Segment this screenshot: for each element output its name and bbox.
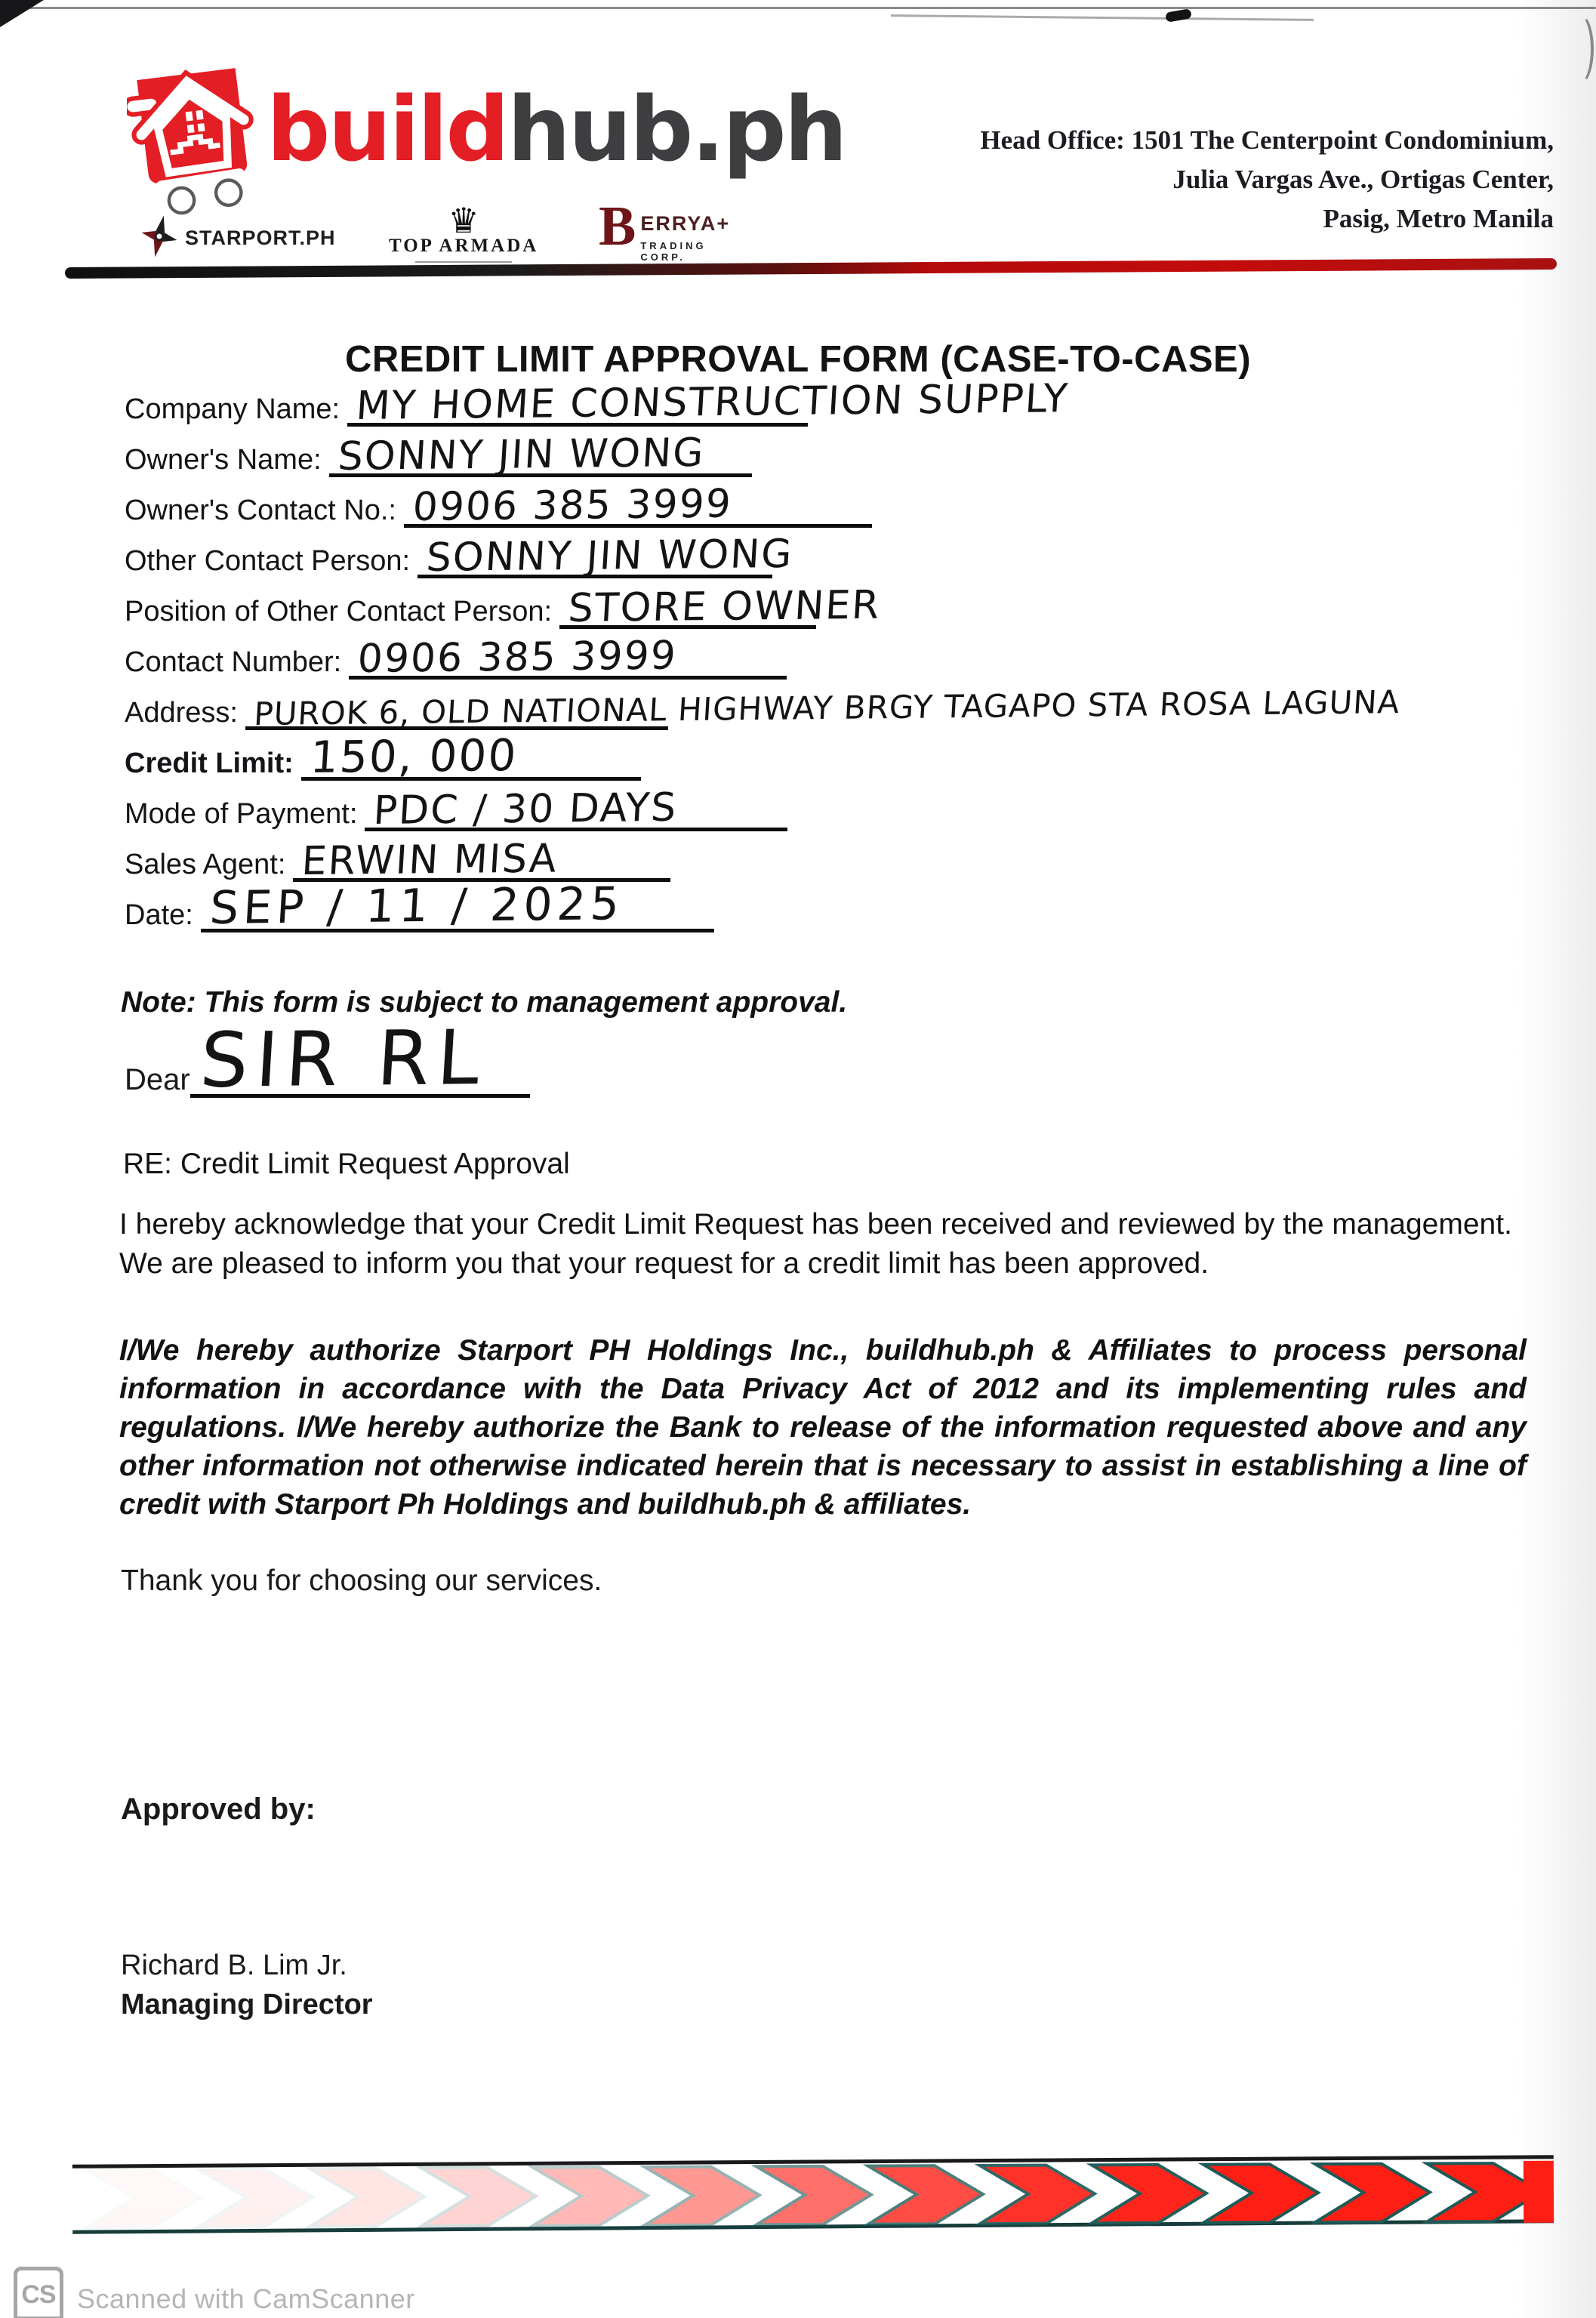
scan-artifact — [891, 14, 1314, 21]
scan-artifact — [0, 0, 44, 27]
handwritten-value: 0906 385 3999 — [356, 633, 679, 682]
signatory-name: Richard B. Lim Jr. — [121, 1950, 347, 1981]
field-label: Sales Agent: — [125, 849, 286, 880]
handwritten-value: SEP / 11 / 2025 — [208, 877, 625, 935]
head-office-line: Head Office: 1501 The Centerpoint Condominium, — [980, 125, 1554, 155]
starport-label: STARPORT.PH — [185, 227, 336, 249]
top-armada-label: TOP ARMADA — [389, 236, 539, 256]
handwritten-value: 150, 000 — [308, 729, 519, 783]
head-office-line: Pasig, Metro Manila — [1323, 204, 1554, 233]
field-contact-number — [125, 633, 787, 682]
berrya-sublabel: TRADING CORP. — [640, 240, 707, 263]
scan-artifact — [1566, 14, 1594, 85]
field-label: Other Contact Person: — [125, 545, 411, 577]
field-owner-contact — [125, 481, 872, 530]
approved-by-label: Approved by: — [121, 1792, 316, 1826]
partner-logos — [140, 190, 729, 263]
field-address — [125, 683, 1401, 732]
salutation-row — [125, 1013, 530, 1105]
logo-build-text: build — [267, 77, 507, 181]
salutation-label: Dear — [125, 1063, 190, 1096]
berrya-logo — [599, 196, 731, 263]
authorization-paragraph: I/We hereby authorize Starport PH Holdings Inc., buildhub.ph & Affiliates to process personal information in accordance with the Data Privacy Act of 2012 and its implementing rules and regulations. I/We hereby authorize the Bank to release of the information requested above and any other information not otherwise indicated herein that is necessary to assist in establishing a line of credit with Starport Ph Holdings and buildhub.ph & affiliates. — [119, 1334, 1527, 1521]
top-armada-logo — [389, 201, 539, 263]
chevron-banner — [71, 2153, 1557, 2239]
starport-logo — [140, 214, 336, 263]
cs-badge-text: CS — [21, 2279, 56, 2309]
scan-artifact — [0, 7, 1596, 9]
field-label: Contact Number: — [125, 646, 342, 678]
berrya-monogram-icon: B — [599, 196, 636, 257]
acknowledgement-paragraph: I hereby acknowledge that your Credit Limit Request has been received and reviewed by the management. We are pleased to inform you that your request for a credit limit has been approved. — [119, 1208, 1512, 1280]
cs-badge-icon — [14, 2267, 63, 2318]
handwritten-value: SONNY JIN WONG — [336, 430, 706, 479]
handwritten-value: ERWIN MISA — [300, 836, 559, 884]
head-office-line: Julia Vargas Ave., Ortigas Center, — [1172, 165, 1554, 194]
field-label: Date: — [125, 899, 193, 931]
field-position-other-contact — [125, 582, 883, 631]
handwritten-value: PUROK 6, OLD NATIONAL HIGHWAY BRGY TAGAPO STA ROSA LAGUNA — [252, 683, 1401, 732]
logo-hub-text: hub.ph — [507, 77, 846, 181]
camscanner-label: Scanned with CamScanner — [77, 2283, 415, 2314]
signatory-title: Managing Director — [121, 1989, 373, 2021]
logo-wordmark — [267, 77, 846, 181]
head-office-address — [944, 121, 1554, 239]
field-owner-name — [125, 430, 752, 479]
handwritten-value: MY HOME CONSTRUCTION SUPPLY — [355, 376, 1071, 429]
berrya-label: ERRYA+ — [640, 212, 731, 235]
management-approval-note: Note: This form is subject to management approval. — [121, 986, 848, 1019]
starport-star-icon — [140, 214, 179, 263]
field-date — [125, 877, 714, 935]
field-company-name — [125, 376, 1071, 429]
crown-icon: ♛ — [448, 201, 479, 240]
field-label: Company Name: — [125, 393, 340, 425]
handwritten-value: 0906 385 3999 — [411, 481, 734, 530]
handwritten-value: STORE OWNER — [567, 582, 883, 631]
field-sales-agent — [125, 836, 670, 884]
field-label: Owner's Name: — [125, 444, 322, 476]
camscanner-watermark — [14, 2267, 415, 2318]
field-label: Mode of Payment: — [125, 798, 358, 830]
field-label: Address: — [125, 697, 238, 729]
form-title: CREDIT LIMIT APPROVAL FORM (CASE-TO-CASE) — [344, 339, 1252, 380]
field-label: Position of Other Contact Person: — [125, 596, 553, 627]
closing-line: Thank you for choosing our services. — [121, 1564, 602, 1597]
handwritten-salutation: SIR RL — [197, 1013, 490, 1105]
field-credit-limit — [125, 729, 641, 783]
field-label: Credit Limit: — [125, 747, 294, 779]
field-other-contact-person — [125, 531, 795, 581]
top-armada-rule — [415, 261, 512, 263]
subject-line: RE: Credit Limit Request Approval — [123, 1148, 570, 1180]
handwritten-value: SONNY JIN WONG — [425, 531, 795, 581]
scan-artifact — [1165, 8, 1192, 23]
field-label: Owner's Contact No.: — [125, 495, 396, 526]
field-mode-of-payment — [125, 784, 787, 834]
handwritten-value: PDC / 30 DAYS — [372, 784, 679, 834]
